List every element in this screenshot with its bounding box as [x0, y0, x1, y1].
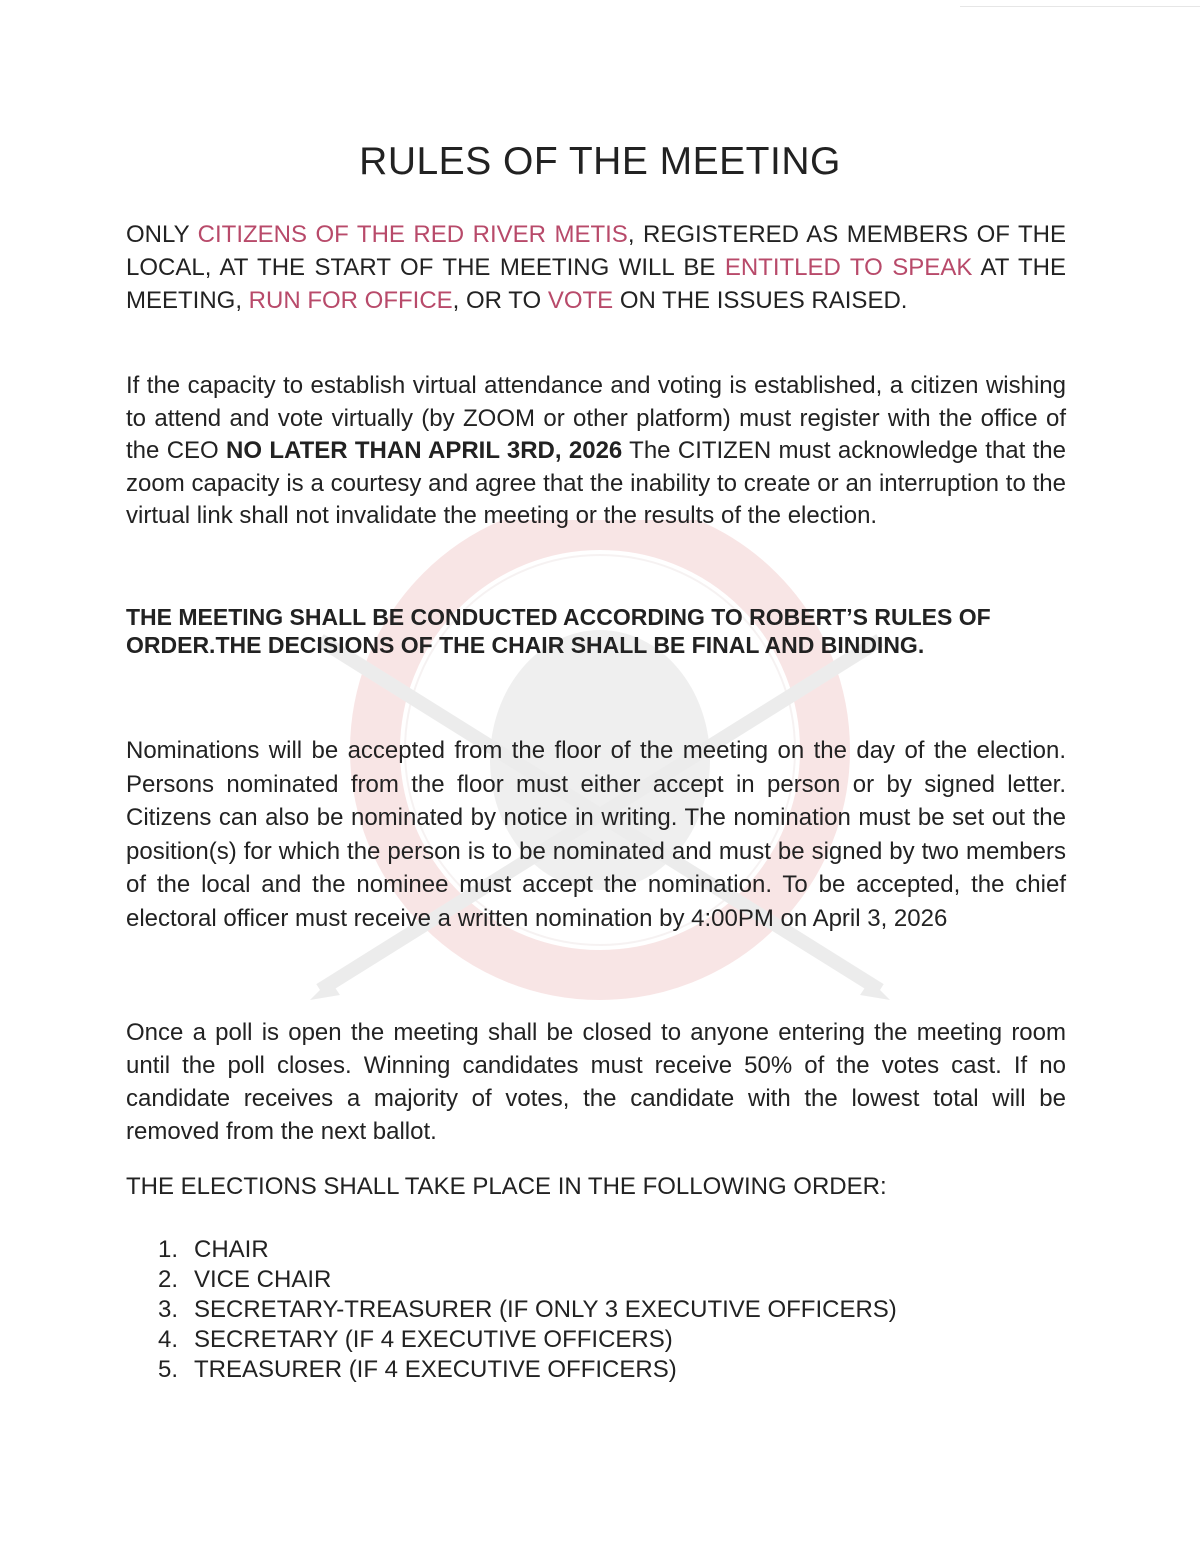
- elections-order-heading: THE ELECTIONS SHALL TAKE PLACE IN THE FOLLOWING ORDER:: [126, 1173, 887, 1200]
- list-item: 5. TREASURER (IF 4 EXECUTIVE OFFICERS): [158, 1356, 677, 1383]
- list-item: 3. SECRETARY-TREASURER (IF ONLY 3 EXECUTIVE OFFICERS): [158, 1296, 897, 1323]
- registration-deadline: NO LATER THAN APRIL 3RD, 2026: [226, 437, 623, 464]
- page-title: RULES OF THE MEETING: [359, 140, 841, 183]
- elections-order-list: [158, 1235, 897, 1385]
- list-item: 4. SECRETARY (IF 4 EXECUTIVE OFFICERS): [158, 1326, 673, 1353]
- highlight-run-for-office: RUN FOR OFFICE: [248, 287, 453, 314]
- highlight-vote: VOTE: [547, 287, 614, 314]
- nominations-paragraph: Nominations will be accepted from the floor of the meeting on the day of the election. Persons nominated from the floor must either accept in person or by signed letter. Citizens can also be nominated by notice in writing. The nomination must be set out the position(s) for which the person is to be nominated and must be signed by two members of the local and the nominee must accept the nomination. To be accepted, the chief electoral officer must receive a written nomination by 4:00PM on April 3, 2026: [126, 737, 1066, 932]
- list-item: 2. VICE CHAIR: [158, 1266, 332, 1293]
- eligibility-paragraph: ONLY CITIZENS OF THE RED RIVER METIS, REGISTERED AS MEMBERS OF THE LOCAL, AT THE START OF THE MEETING WILL BE ENTITLED TO SPEAK AT THE MEETING, RUN FOR OFFICE, OR TO VOTE ON THE ISSUES RAISED.: [126, 221, 1067, 314]
- highlight-citizens: CITIZENS OF THE RED RIVER METIS: [197, 221, 628, 248]
- roberts-rules-paragraph: THE MEETING SHALL BE CONDUCTED ACCORDING TO ROBERT’S RULES OF ORDER.THE DECISIONS OF THE CHAIR SHALL BE FINAL AND BINDING.: [126, 604, 991, 658]
- list-item: 1. CHAIR: [158, 1236, 269, 1263]
- virtual-attendance-paragraph: If the capacity to establish virtual attendance and voting is established, a citizen wishing to attend and vote virtually (by ZOOM or other platform) must register with the office of the CEO NO LATER THAN APRIL 3RD, 2026 The CITIZEN must acknowledge that the zoom capacity is a courtesy and agree that the inability to create or an interruption to the virtual link shall not invalidate the meeting or the results of the election.: [126, 372, 1066, 529]
- poll-rules-paragraph: Once a poll is open the meeting shall be closed to anyone entering the meeting room until the poll closes. Winning candidates must receive 50% of the votes cast. If no candidate receives a majority of votes, the candidate with the lowest total will be removed from the next ballot.: [126, 1019, 1066, 1145]
- highlight-entitled-to-speak: ENTITLED TO SPEAK: [724, 254, 973, 281]
